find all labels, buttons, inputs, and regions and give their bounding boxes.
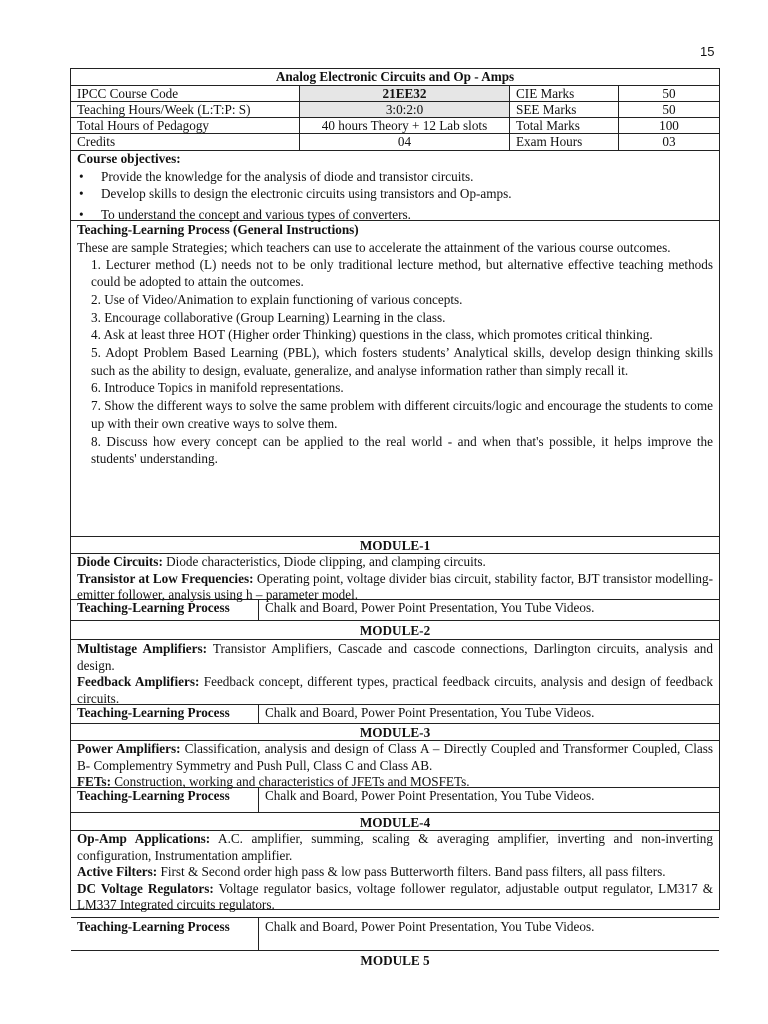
marks-value: 50 — [618, 86, 719, 102]
module-1-title: MODULE-1 — [71, 538, 719, 554]
tlp-label: Teaching-Learning Process — [77, 600, 230, 615]
course-info — [71, 69, 719, 151]
module-4-content: Op-Amp Applications: A.C. amplifier, summing, scaling & averaging amplifier, inverting and non-inverting configuration, Instrumentation amplifier. Active Filters: First & Second order high pass & low pass Butterworth filters. Band pass filters, all pass filters. DC Voltage Regulators: Voltage regulator basics, voltage follower regulator, adjustable output regulator, LM317 & LM337 Integrated circuits regulators. — [77, 831, 713, 912]
list-item: 6. Introduce Topics in manifold representations. — [91, 380, 344, 396]
page-number: 15 — [700, 44, 715, 59]
tlp-general — [71, 221, 719, 537]
info-row — [71, 117, 719, 133]
marks-value: 100 — [618, 118, 719, 134]
course-info-grid — [71, 85, 719, 150]
tlp-list — [77, 256, 713, 468]
module-4-tlp — [71, 917, 719, 951]
info-row — [71, 101, 719, 117]
module-3-content: Power Amplifiers: Classification, analysis and design of Class A – Directly Coupled and Transformer Coupled, Class B- Complementry Symmetry and Push Pull, Class C and Class AB. FETs: Construction, working and characteristics of JFETs and MOSFETs. — [77, 741, 713, 789]
bullet-icon: • — [79, 185, 84, 201]
module-2-tlp — [71, 704, 719, 724]
tlp-intro: These are sample Strategies; which teachers can use to accelerate the attainment of the various course outcomes. — [77, 239, 671, 255]
list-item: 4. Ask at least three HOT (Higher order Thinking) questions in the class, which promotes critical thinking. — [91, 327, 653, 343]
tlp-label: Teaching-Learning Process — [77, 919, 230, 934]
course-title: Analog Electronic Circuits and Op - Amps — [275, 69, 515, 84]
module-3-tlp — [71, 787, 719, 813]
module-1-content: Diode Circuits: Diode characteristics, Diode clipping, and clamping circuits. Transistor at Low Frequencies: Operating point, voltage divider bias circuit, stability factor, BJT transistor modelling- emitter follower, analysis using h – parameter model. — [77, 554, 713, 602]
list-item: 5. Adopt Problem Based Learning (PBL), which fosters students’ Analytical skills, develop design thinking skills such as the ability to design, evaluate, generalize, and analyse information rather than simply recall it. — [91, 345, 713, 378]
objectives-list — [77, 168, 713, 223]
module-5-title: MODULE 5 — [360, 953, 430, 968]
info-label: Credits — [77, 134, 116, 149]
tlp-label: Teaching-Learning Process — [77, 705, 230, 720]
module-3-title: MODULE-3 — [71, 725, 719, 741]
bullet-icon: • — [79, 168, 84, 184]
tlp-value: Chalk and Board, Power Point Presentation, You Tube Videos. — [258, 600, 719, 620]
tlp-heading: Teaching-Learning Process (General Instructions) — [77, 222, 359, 237]
credits: 04 — [299, 134, 509, 150]
tlp-value: Chalk and Board, Power Point Presentation, You Tube Videos. — [258, 788, 719, 812]
info-label: Total Hours of Pedagogy — [77, 118, 210, 133]
module-2-content: Multistage Amplifiers: Transistor Amplifiers, Cascade and cascode connections, Darlington circuits, analysis and design. Feedback Amplifiers: Feedback concept, different types, practical feedback circuits, analysis and design of feedback circuits. — [77, 641, 713, 706]
teaching-hours: 3:0:2:0 — [299, 102, 509, 118]
marks-label: Exam Hours — [509, 134, 618, 150]
bullet-icon: • — [79, 206, 84, 222]
info-row — [71, 85, 719, 101]
marks-label: SEE Marks — [509, 102, 618, 118]
pedagogy-hours: 40 hours Theory + 12 Lab slots — [299, 118, 509, 134]
tlp-label: Teaching-Learning Process — [77, 788, 230, 803]
list-item: 3. Encourage collaborative (Group Learning) Learning in the class. — [91, 309, 446, 325]
info-label: Teaching Hours/Week (L:T:P: S) — [77, 102, 251, 117]
tlp-value: Chalk and Board, Power Point Presentation, You Tube Videos. — [258, 918, 719, 950]
course-code: 21EE32 — [299, 86, 509, 102]
list-item: • Provide the knowledge for the analysis of diode and transistor circuits. — [79, 168, 474, 184]
list-item: 2. Use of Video/Animation to explain functioning of various concepts. — [91, 291, 463, 307]
list-item: 1. Lecturer method (L) needs not to be only traditional lecture method, but alternative effective teaching methods could be adopted to attain the outcomes. — [91, 256, 713, 290]
marks-label: CIE Marks — [509, 86, 618, 102]
info-label: IPCC Course Code — [77, 86, 179, 101]
tlp-value: Chalk and Board, Power Point Presentation, You Tube Videos. — [258, 705, 719, 723]
objectives-heading: Course objectives: — [77, 151, 181, 166]
info-row — [71, 133, 719, 149]
list-item: • Develop skills to design the electronic circuits using transistors and Op-amps. — [79, 185, 512, 201]
list-item: 7. Show the different ways to solve the same problem with different circuits/logic and encourage the students to come up with their own creative ways to solve them. — [91, 398, 713, 431]
marks-label: Total Marks — [509, 118, 618, 134]
syllabus-table — [70, 68, 720, 968]
module-1-tlp — [71, 599, 719, 621]
marks-value: 50 — [618, 102, 719, 118]
module-2-title: MODULE-2 — [71, 622, 719, 640]
course-objectives — [71, 151, 719, 221]
list-item: 8. Discuss how every concept can be applied to the real world - and when that's possible, it helps improve the students' understanding. — [91, 433, 713, 467]
list-item: • To understand the concept and various types of converters. — [79, 206, 411, 222]
marks-value: 03 — [618, 134, 719, 150]
module-4-title: MODULE-4 — [71, 814, 719, 831]
